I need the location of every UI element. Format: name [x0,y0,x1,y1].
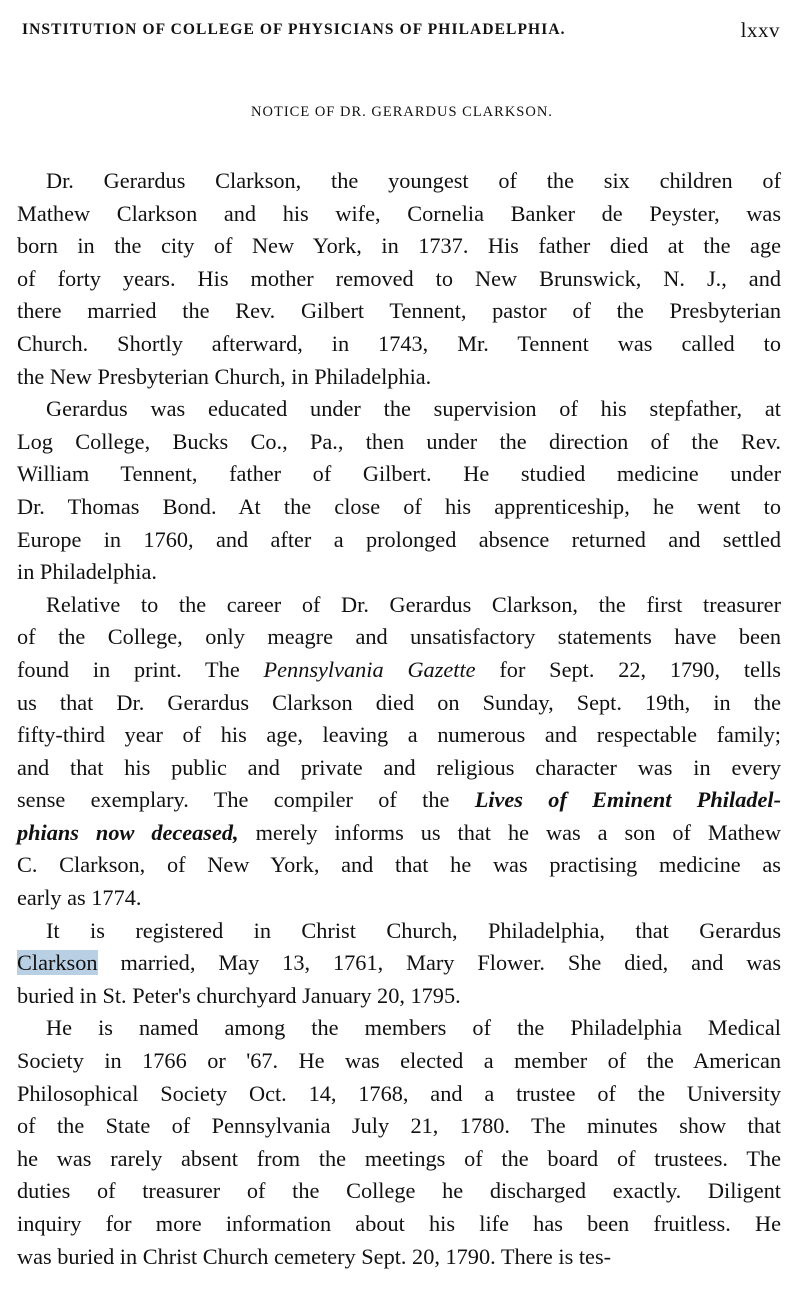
text-line [17,817,781,850]
line-text: buried in St. Peter's churchyard January 20, 1795. [17,982,461,1008]
text-line [17,621,781,654]
line-text: Society in 1766 or '67. He was elected a member of the American [17,1048,781,1074]
text-line [17,947,781,980]
text-line [17,426,781,459]
italic-title-text: Lives of Eminent Philadel- [474,787,782,813]
text-line [17,654,781,687]
italic-title-text: Pennsylvania Gazette [263,656,476,682]
text-line [17,882,781,915]
text-line [17,295,781,328]
line-text: early as 1774. [17,885,142,911]
line-text: Europe in 1760, and after a prolonged absence returned and settled [17,526,781,552]
line-text: in Philadelphia. [17,559,157,585]
text-line [17,980,781,1013]
line-text: there married the Rev. Gilbert Tennent, pastor of the Presbyterian [17,298,781,324]
text-line [17,491,781,524]
page-number: lxxv [740,17,780,42]
line-text: merely informs us that he was a son of Mathew [255,819,781,845]
line-text: Philosophical Society Oct. 14, 1768, and a trustee of the University [17,1080,781,1106]
text-line [17,1078,781,1111]
line-text: Gerardus was educated under the supervision of his stepfather, at [46,396,781,422]
text-line [17,1012,781,1045]
text-line [17,784,781,817]
notice-title: NOTICE OF DR. GERARDUS CLARKSON. [251,104,553,120]
line-text: found in print. The [17,656,240,682]
highlighted-text: Clarkson [17,950,98,976]
text-line [17,393,781,426]
text-line [17,328,781,361]
text-line [17,1208,781,1241]
running-head-title: INSTITUTION OF COLLEGE OF PHYSICIANS OF PHILADELPHIA. [22,21,566,38]
line-text: Relative to the career of Dr. Gerardus Clarkson, the first treasurer [46,591,781,617]
line-text: of the College, only meagre and unsatisfactory statements have been [17,624,781,650]
text-line [17,719,781,752]
text-line [17,1241,781,1274]
line-text: Dr. Thomas Bond. At the close of his apprenticeship, he went to [17,493,781,519]
line-text: was buried in Christ Church cemetery Sept. 20, 1790. There is tes- [17,1243,612,1269]
line-text: born in the city of New York, in 1737. His father died at the age [17,233,781,259]
text-line [17,589,781,622]
text-line [17,849,781,882]
line-text: C. Clarkson, of New York, and that he was practising medicine as [17,852,781,878]
line-text: of forty years. His mother removed to New Brunswick, N. J., and [17,265,781,291]
line-text: us that Dr. Gerardus Clarkson died on Sunday, Sept. 19th, in the [17,689,781,715]
line-text: He is named among the members of the Philadelphia Medical [46,1015,781,1041]
line-text: fifty-third year of his age, leaving a numerous and respectable family; [17,722,781,748]
line-text: the New Presbyterian Church, in Philadelphia. [17,363,432,389]
line-text: Mathew Clarkson and his wife, Cornelia Banker de Peyster, was [17,200,781,226]
line-text: Dr. Gerardus Clarkson, the youngest of the six children of [46,168,781,193]
text-line [17,198,781,231]
text-line [17,1143,781,1176]
text-line [17,752,781,785]
text-line [17,263,781,296]
text-line [17,230,781,263]
line-text: It is registered in Christ Church, Philadelphia, that Gerardus [46,917,781,943]
text-line [17,458,781,491]
text-line [17,524,781,557]
text-line [17,1045,781,1078]
italic-title-text: phians now deceased, [17,819,239,845]
text-line [17,915,781,948]
text-line [17,556,781,589]
line-text: Church. Shortly afterward, in 1743, Mr. Tennent was called to [17,330,781,356]
line-text: sense exemplary. The compiler of the [17,787,450,813]
text-line [17,361,781,394]
line-text: William Tennent, father of Gilbert. He studied medicine under [17,461,781,487]
running-head [22,14,780,46]
line-text: married, May 13, 1761, Mary Flower. She died, and was [120,950,781,976]
text-line [17,165,781,198]
text-line [17,1110,781,1143]
text-line [17,687,781,720]
line-text: for Sept. 22, 1790, tells [499,656,781,682]
body-text [17,165,781,1273]
text-line [17,1175,781,1208]
line-text: of the State of Pennsylvania July 21, 1780. The minutes show that [17,1113,781,1139]
line-text: he was rarely absent from the meetings of the board of trustees. The [17,1145,781,1171]
line-text: inquiry for more information about his life has been fruitless. He [17,1211,781,1236]
line-text: duties of treasurer of the College he discharged exactly. Diligent [17,1178,781,1204]
line-text: Log College, Bucks Co., Pa., then under the direction of the Rev. [17,428,781,454]
line-text: and that his public and private and religious character was in every [17,754,781,780]
